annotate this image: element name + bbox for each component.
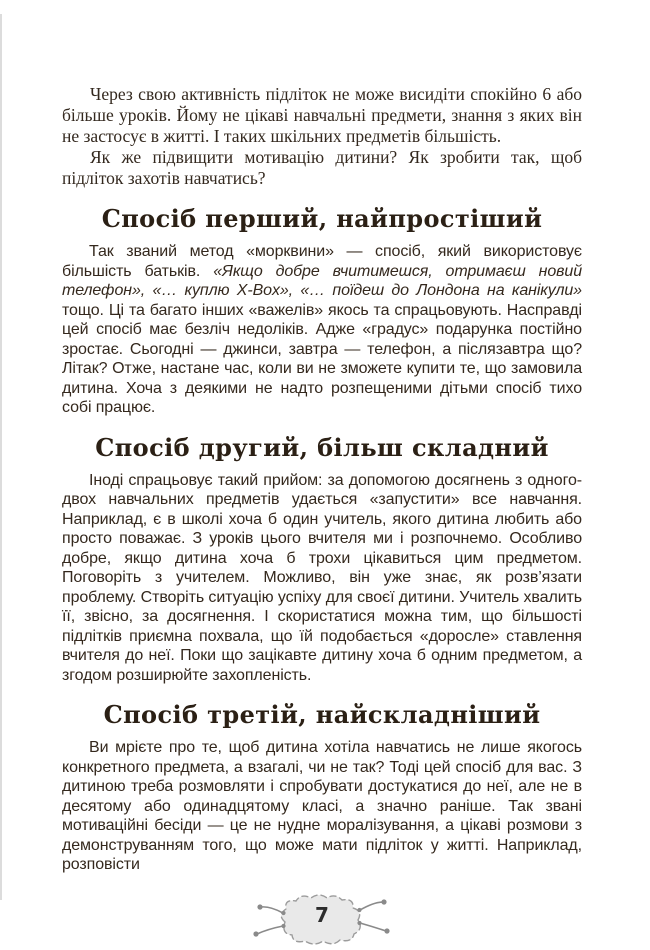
page-number: 7 (315, 902, 329, 927)
section-method-third (62, 701, 582, 875)
section-heading-third: Спосіб третій, найскладніший (103, 700, 541, 729)
intro-paragraph-2: Як же підвищити мотивацію дитини? Як зробити так, щоб підліток захотів навчатись? (62, 147, 582, 188)
section-heading-first: Спосіб перший, найпростіший (101, 204, 543, 233)
section-paragraph: Ви мрієте про те, щоб дитина хотіла навчатись не лише якогось конкретного предмета, а взагалі, чи не так? Тоді цей спосіб для вас. З дитиною треба розмовляти і спробувати достукатися до неї, але не в десятому або одинадцятому класі, а значно раніше. Так звані мотиваційні бесіди — це не нудне моралізування, а цікаві розмови з демонструванням того, що може мати підліток у житті. Наприклад, розповісти (62, 739, 582, 873)
section-method-first (62, 205, 582, 418)
intro-paragraph-1: Через свою активність підліток не може висидіти спокійно 6 або більше уроків. Йому не цікаві навчальні предмети, знання з яких він не застосує в житті. І таких шкільних предметів більшість. (62, 84, 582, 146)
section-heading-second: Спосіб другий, більш складний (95, 432, 549, 462)
page-edge-line (0, 14, 2, 900)
page-number-cloud (247, 888, 397, 950)
section-method-second (62, 434, 582, 686)
section-paragraph: Так званий метод «морквини» — спосіб, який використовує більшість батьків. «Якщо добре вчитимешся, отримаєш новий телефон», «… куплю X-Box», «… поїдеш до Лондона на канікули» тощо. Ці та багато інших «важелів» якось та спрацьовують. Насправді цей спосіб має безліч недоліків. Адже «градус» подарунка постійно зростає. Сьогодні — джинси, завтра — телефон, а післязавтра що? Літак? Отже, настане час, коли ви не зможете купити те, що замовила дитина. Хоча з деякими не надто розпещеними дітьми спосіб тихо собі працює. (62, 243, 583, 416)
page-content (62, 84, 582, 950)
section-paragraph: Іноді спрацьовує такий прийом: за допомогою досягнень з одного-двох навчальних предметів удається «запустити» все навчання. Наприклад, є в школі хоча б один учитель, якого дитина любить або просто поважає. З уроків цього вчителя ми і розпочнемо. Особливо добре, якщо дитина хоча б трохи цікавиться цим предметом. Поговоріть з учителем. Можливо, він уже знає, як розв’язати проблему. Створіть ситуацію успіху для своєї дитини. Учитель хвалить її, звісно, за досягнення. І скористатися можна тим, що більшості підлітків приємна похвала, що їй подобається «доросле» ставлення вчителя до неї. Поки що зацікавте дитину хоча б одним предметом, а згодом розширюйте захопленість. (62, 471, 582, 684)
